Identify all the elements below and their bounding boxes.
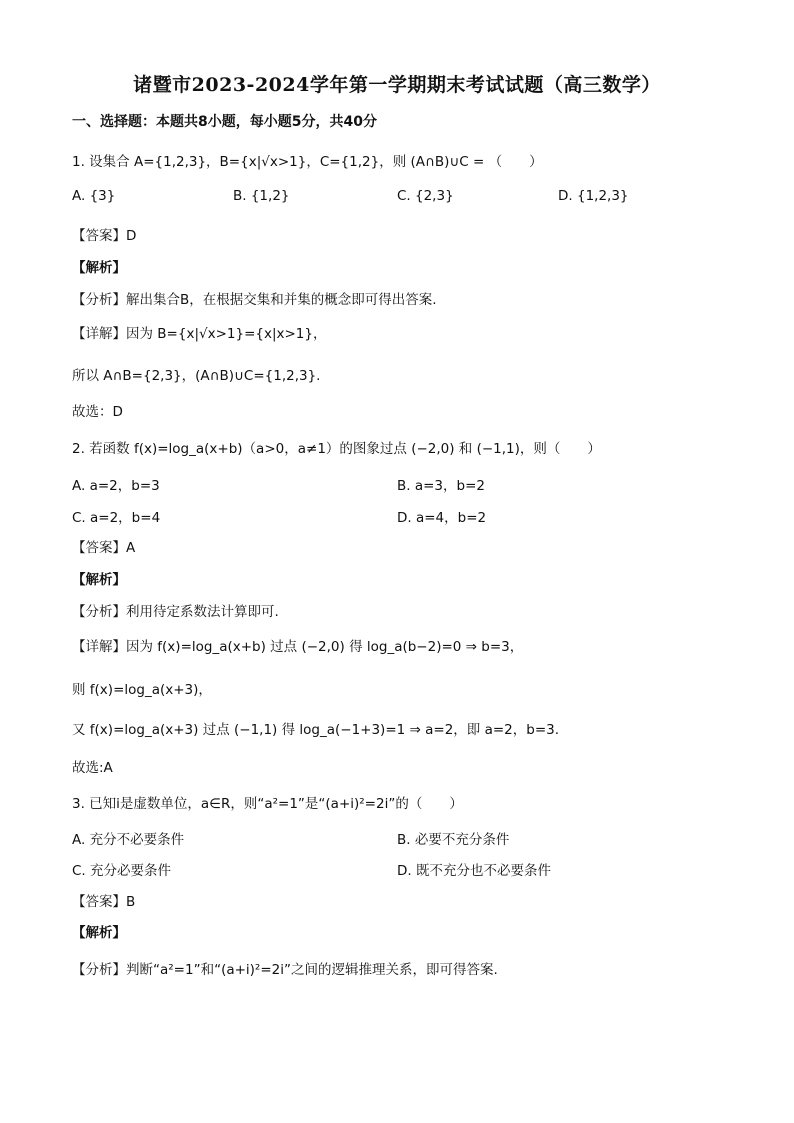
q1-detail-1: 【详解】因为 B={x|√x>1}={x|x>1}， (72, 326, 327, 342)
q3-option-b: B. 必要不充分条件 (397, 832, 510, 848)
q3-option-a: A. 充分不必要条件 (72, 832, 185, 848)
q3-analysis-label: 【解析】 (72, 925, 126, 941)
q3-option-c: C. 充分必要条件 (72, 863, 172, 879)
q1-analysis-label: 【解析】 (72, 260, 126, 276)
q2-detail-3: 又 f(x)=log_a(x+3) 过点 (−1,1) 得 log_a(−1+3)=1 ⇒ a=2，即 a=2，b=3. (72, 722, 560, 738)
q2-detail-1: 【详解】因为 f(x)=log_a(x+b) 过点 (−2,0) 得 log_a(b−2)=0 ⇒ b=3， (72, 639, 524, 655)
q1-option-d: D. {1,2,3} (558, 188, 629, 204)
q2-option-a: A. a=2，b=3 (72, 478, 160, 494)
q2-fenxi: 【分析】利用待定系数法计算即可. (72, 604, 279, 620)
q3-option-d: D. 既不充分也不必要条件 (397, 863, 551, 879)
q3-answer: 【答案】B (72, 894, 136, 910)
q1-option-b: B. {1,2} (233, 188, 290, 204)
question-1-stem: 1. 设集合 A={1,2,3}，B={x|√x>1}，C={1,2}，则 (A∩B)∪C = （ ） (72, 154, 543, 170)
q1-fenxi: 【分析】解出集合B，在根据交集和并集的概念即可得出答案. (72, 292, 437, 308)
q1-option-c: C. {2,3} (397, 188, 454, 204)
q3-fenxi: 【分析】判断“a²=1”和“(a+i)²=2i”之间的逻辑推理关系，即可得答案. (72, 962, 498, 978)
q1-choice: 故选：D (72, 404, 123, 420)
q2-analysis-label: 【解析】 (72, 572, 126, 588)
q1-answer: 【答案】D (72, 228, 137, 244)
q1-detail-2: 所以 A∩B={2,3}，(A∩B)∪C={1,2,3}. (72, 368, 321, 384)
page-title: 诸暨市2023-2024学年第一学期期末考试试题（高三数学） (133, 74, 661, 96)
section-heading: 一、选择题：本题共8小题，每小题5分，共40分 (72, 114, 377, 130)
q2-answer: 【答案】A (72, 540, 136, 556)
q2-option-d: D. a=4，b=2 (397, 510, 487, 526)
q2-option-b: B. a=3，b=2 (397, 478, 485, 494)
q2-option-c: C. a=2，b=4 (72, 510, 161, 526)
question-3-stem: 3. 已知i是虚数单位，a∈R，则“a²=1”是“(a+i)²=2i”的（ ） (72, 796, 463, 812)
q2-choice: 故选:A (72, 760, 113, 776)
q2-detail-2: 则 f(x)=log_a(x+3)， (72, 682, 212, 698)
question-2-stem: 2. 若函数 f(x)=log_a(x+b)（a>0，a≠1）的图象过点 (−2,0) 和 (−1,1)，则（ ） (72, 441, 601, 457)
q1-option-a: A. {3} (72, 188, 116, 204)
